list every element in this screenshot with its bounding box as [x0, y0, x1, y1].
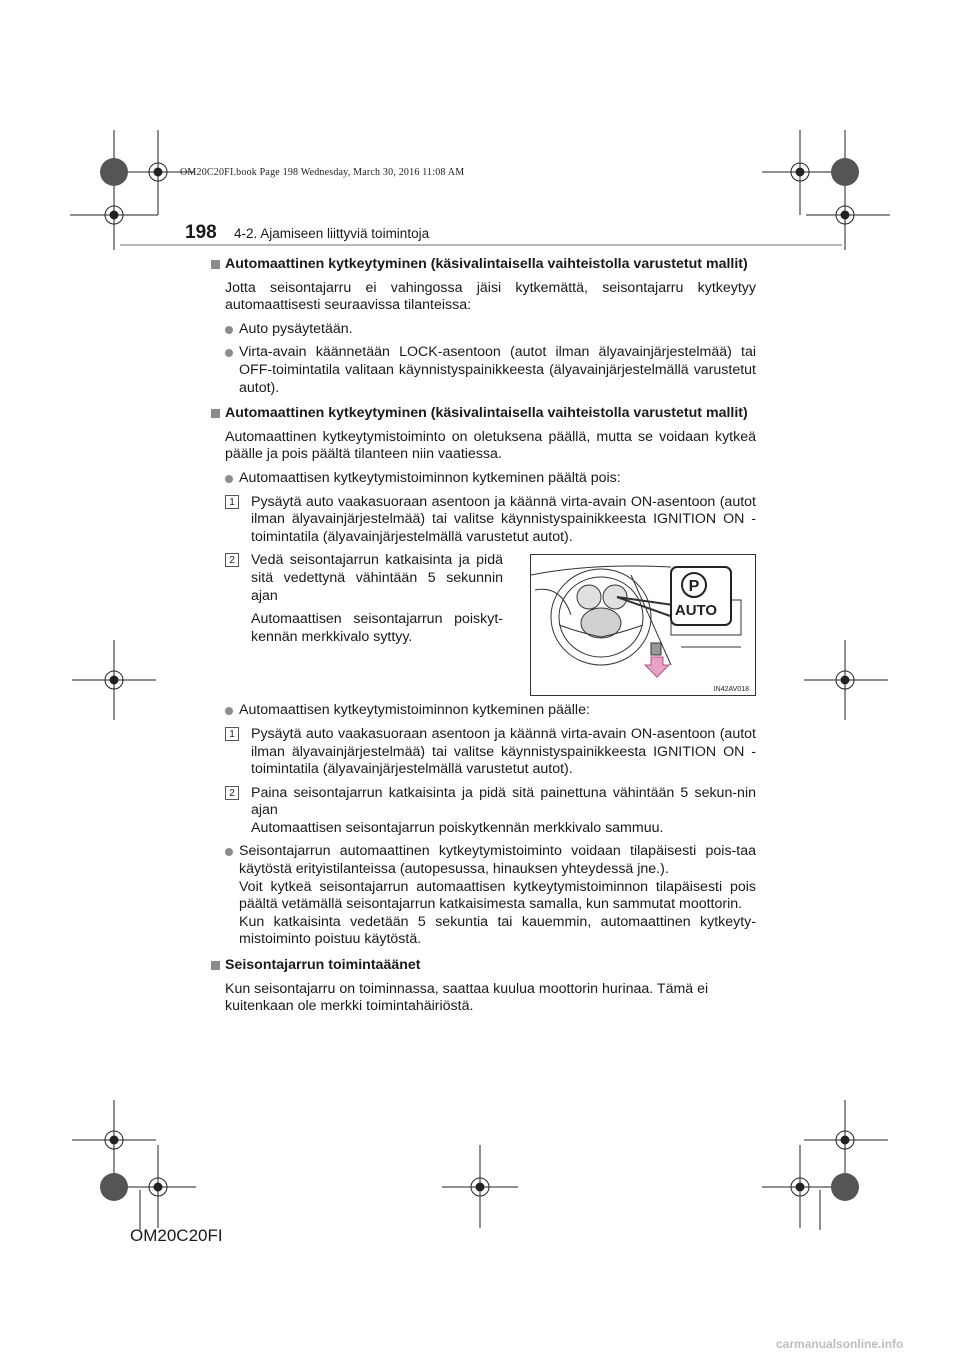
step-text: Paina seisontajarrun katkaisinta ja pidä sitä painettuna vähintään 5 sekun-nin ajan [251, 784, 756, 819]
page-number: 198 [185, 222, 217, 243]
circle-bullet-icon [225, 326, 233, 334]
step-text: Pysäytä auto vaakasuoraan asentoon ja käännä virta-avain ON-asentoon (autot ilman älyavainjärjestelmää) tai valitse käynnistyspainikkeesta IGNITION ON -toimintatila (älyavainjärjestelmällä varustetut autot). [251, 725, 756, 778]
figure-auto-symbol: AUTO [674, 602, 718, 620]
list-item [211, 702, 756, 720]
list-item-text: Automaattisen kytkeytymistoiminnon kytkeminen päältä pois: [239, 469, 621, 486]
circle-bullet-icon [225, 707, 233, 715]
heading-text: Seisontajarrun toimintaäänet [225, 957, 421, 974]
step-subtext: Automaattisen seisontajarrun poiskyt-kennän merkkivalo syttyy. [251, 611, 503, 645]
step-item [211, 726, 756, 779]
section-heading [211, 957, 756, 975]
list-item-text: Virta-avain käännetään LOCK-asentoon (autot ilman älyavainjärjestelmää) tai OFF-toimintatila valitaan käynnistyspainikkeesta (älyavainjärjestelmällä varustetut autot). [239, 344, 756, 396]
step-number: 2 [225, 786, 239, 800]
footer-code: OM20C20FI [130, 1226, 223, 1245]
square-bullet-icon [211, 961, 220, 970]
list-item-text: Voit kytkeä seisontajarrun automaattisen kytkeytymistoiminnon tilapäisesti pois päältä vetämällä seisontajarrun katkaisimesta samalla, kun sammutat moottorin. [239, 878, 756, 913]
header-rule [120, 244, 842, 246]
square-bullet-icon [211, 409, 220, 418]
step-item [211, 494, 756, 547]
list-item [211, 321, 756, 339]
list-item-text: Seisontajarrun automaattinen kytkeytymistoiminto voidaan tilapäisesti pois-taa käytöstä erityistilanteissa (autopesussa, hinauksen yhteydessä jne.). [239, 843, 756, 878]
step-number: 1 [225, 495, 239, 509]
figure-p-symbol: P [688, 578, 700, 596]
section-heading [211, 256, 756, 274]
square-bullet-icon [211, 260, 220, 269]
circle-bullet-icon [225, 475, 233, 483]
page-content [211, 254, 756, 1016]
step-text: Vedä seisontajarrun katkaisinta ja pidä sitä vedettynä vähintään 5 sekunnin ajan [251, 552, 503, 604]
paragraph: Automaattinen kytkeytymistoiminto on oletuksena päällä, mutta se voidaan kytkeä päälle ja pois päältä tilanteen niin vaatiessa. [225, 428, 756, 463]
steering-wheel-illustration [531, 555, 755, 695]
list-item-text: Automaattisen kytkeytymistoiminnon kytkeminen päälle: [239, 702, 590, 719]
step-text: Pysäytä auto vaakasuoraan asentoon ja käännä virta-avain ON-asentoon (autot ilman älyavainjärjestelmää) tai valitse käynnistyspainikkeesta IGNITION ON -toimintatila (älyavainjärjestelmällä varustetut autot). [251, 493, 756, 545]
circle-bullet-icon [225, 349, 233, 357]
list-item-text: Auto pysäytetään. [239, 320, 353, 337]
step-subtext: Automaattisen seisontajarrun poiskytkennän merkkivalo sammuu. [251, 819, 664, 836]
circle-bullet-icon [225, 848, 233, 856]
step-number: 1 [225, 727, 239, 741]
figure-code: IN42AV018 [713, 686, 749, 694]
section-title: 4-2. Ajamiseen liittyviä toimintoja [234, 226, 430, 241]
paragraph: Jotta seisontajarru ei vahingossa jäisi kytkemättä, seisontajarru kytkeytyy automaattisesti seuraavissa tilanteissa: [225, 279, 756, 314]
list-item [211, 344, 756, 397]
paragraph: Kun seisontajarru on toiminnassa, saattaa kuulua moottorin hurinaa. Tämä ei kuitenkaan ole merkki toimintahäiriöstä. [225, 980, 709, 1015]
step-item-with-figure [211, 552, 756, 696]
heading-text: Automaattinen kytkeytyminen (käsivalintaisella vaihteistolla varustetut mallit) [225, 256, 748, 272]
heading-text: Automaattinen kytkeytyminen (käsivalintaisella vaihteistolla varustetut mallit) [225, 405, 748, 422]
list-item-text: Kun katkaisinta vedetään 5 sekuntia tai kauemmin, automaattinen kytkeyty-mistoiminto poistuu käytöstä. [239, 913, 756, 948]
arrow-down-icon [645, 657, 669, 677]
section-heading [211, 405, 756, 423]
list-item [211, 843, 756, 949]
watermark: carmanualsonline.info [776, 1337, 904, 1351]
print-header: OM20C20FI.book Page 198 Wednesday, March 30, 2016 11:08 AM [180, 167, 465, 178]
dashboard-figure [530, 554, 756, 696]
list-item [211, 470, 756, 488]
step-item [211, 785, 756, 838]
step-number: 2 [225, 553, 239, 567]
